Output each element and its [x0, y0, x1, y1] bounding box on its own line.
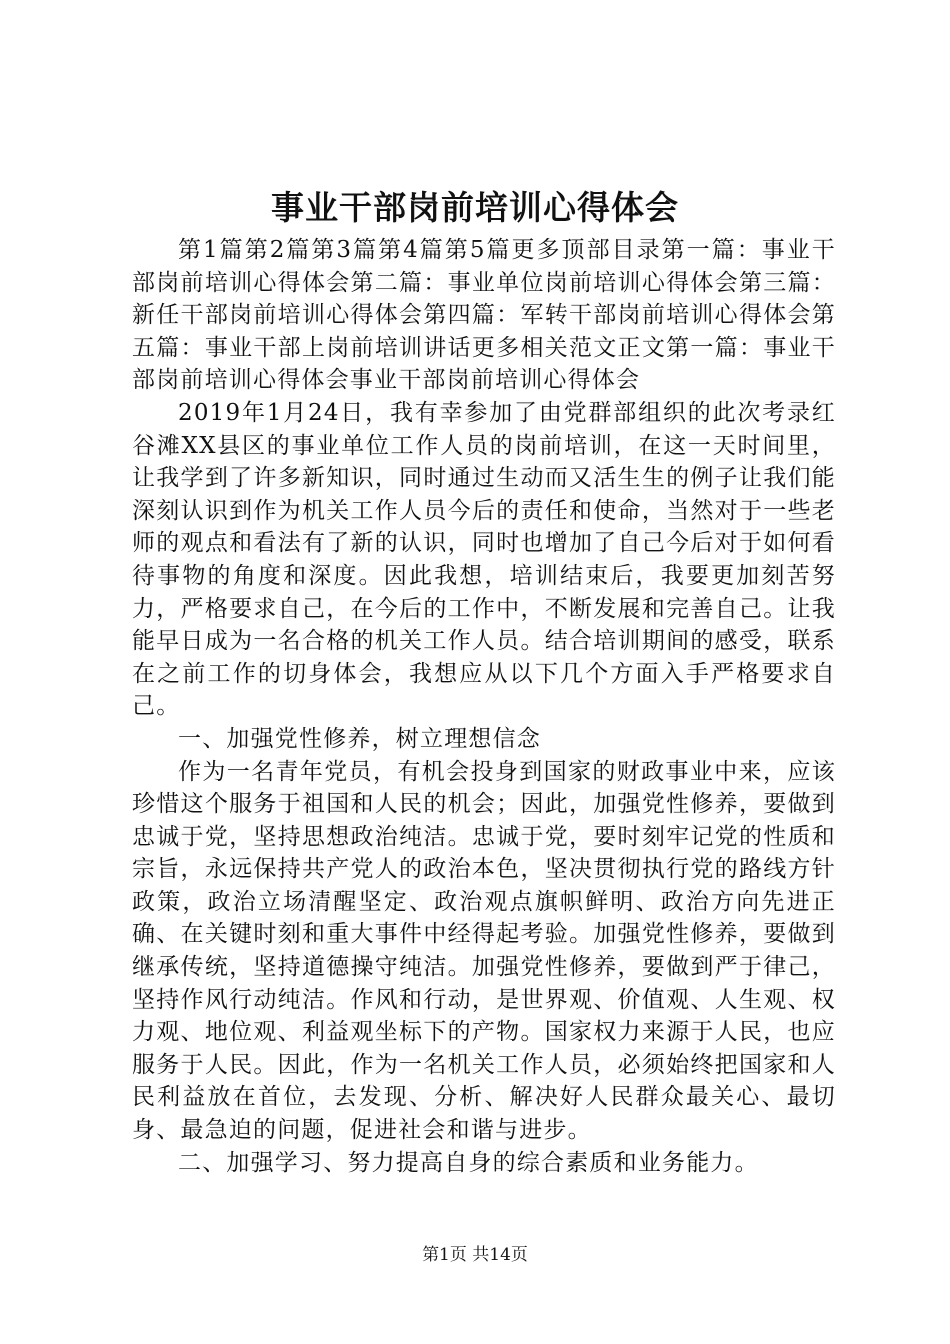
document-body	[132, 234, 836, 1179]
page-footer: 第1页 共14页	[422, 1245, 528, 1265]
section-heading-1: 一、加强党性修养，树立理想信念	[178, 725, 541, 752]
paragraph-table-of-contents: 第1篇第2篇第3篇第4篇第5篇更多顶部目录第一篇：事业干部岗前培训心得体会第二篇：事业单位岗前培训心得体会第三篇：新任干部岗前培训心得体会第四篇：军转干部岗前培训心得体会第五篇：事业干部上岗前培训讲话更多相关范文正文第一篇：事业干部岗前培训心得体会事业干部岗前培训心得体会	[132, 237, 836, 394]
section-heading-2: 二、加强学习、努力提高自身的综合素质和业务能力。	[178, 1149, 759, 1176]
document-title: 事业干部岗前培训心得体会	[271, 188, 679, 227]
paragraph-intro: 2019年1月24日，我有幸参加了由党群部组织的此次考录红谷滩XX县区的事业单位工作人员的岗前培训，在这一天时间里，让我学到了许多新知识，同时通过生动而又活生生的例子让我们能深刻认识到作为机关工作人员今后的责任和使命，当然对于一些老师的观点和看法有了新的认识，同时也增加了自己今后对于如何看待事物的角度和深度。因此我想，培训结束后，我要更加刻苦努力，严格要求自己，在今后的工作中，不断发展和完善自己。让我能早日成为一名合格的机关工作人员。结合培训期间的感受，联系在之前工作的切身体会，我想应从以下几个方面入手严格要求自己。	[132, 399, 836, 720]
paragraph-party-cultivation: 作为一名青年党员，有机会投身到国家的财政事业中来，应该珍惜这个服务于祖国和人民的机会；因此，加强党性修养，要做到忠诚于党，坚持思想政治纯洁。忠诚于党，要时刻牢记党的性质和宗旨，永远保持共产党人的政治本色，坚决贯彻执行党的路线方针政策，政治立场清醒坚定、政治观点旗帜鲜明、政治方向先进正确、在关键时刻和重大事件中经得起考验。加强党性修养，要做到继承传统，坚持道德操守纯洁。加强党性修养，要做到严于律己，坚持作风行动纯洁。作风和行动，是世界观、价值观、人生观、权力观、地位观、利益观坐标下的产物。国家权力来源于人民，也应服务于人民。因此，作为一名机关工作人员，必须始终把国家和人民利益放在首位，去发现、分析、解决好人民群众最关心、最切身、最急迫的问题，促进社会和谐与进步。	[132, 758, 836, 1144]
